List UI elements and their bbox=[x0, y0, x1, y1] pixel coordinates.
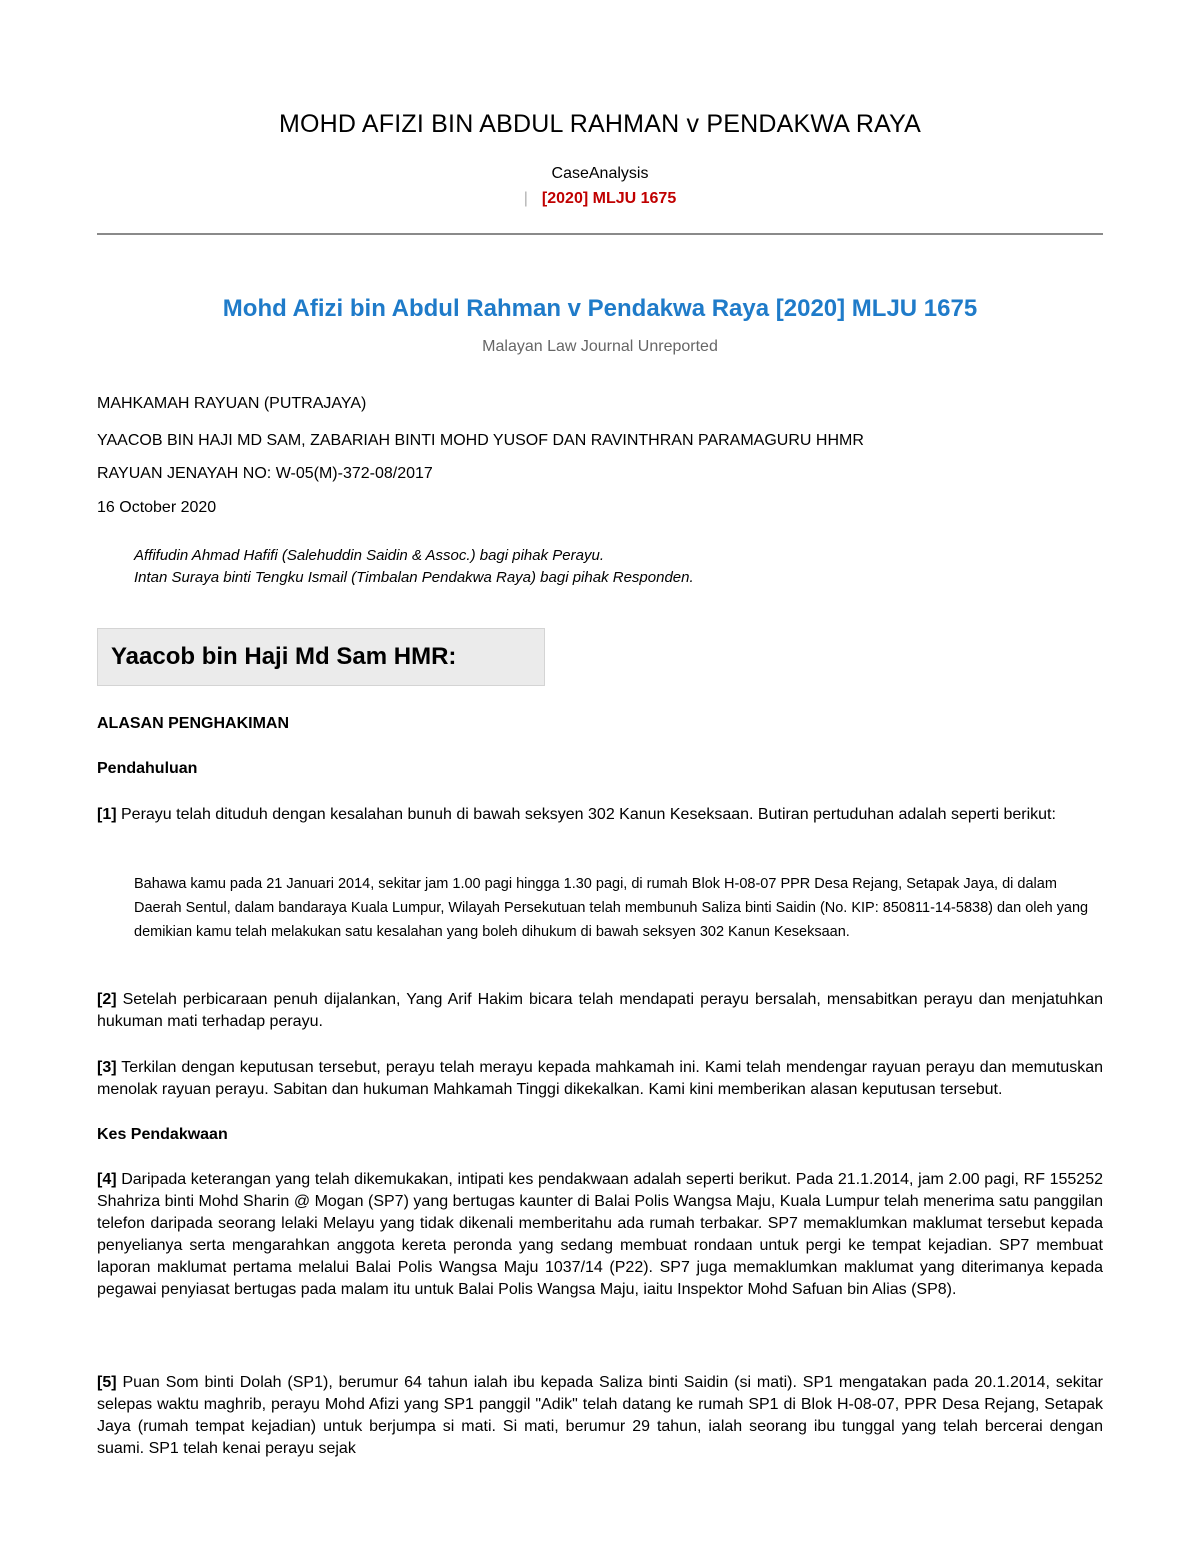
paragraph-number: [1] bbox=[97, 806, 117, 823]
paragraph-number: [5] bbox=[97, 1374, 117, 1391]
judges-list: YAACOB BIN HAJI MD SAM, ZABARIAH BINTI MOHD YUSOF DAN RAVINTHRAN PARAMAGURU HHMR bbox=[97, 432, 864, 449]
paragraph-text: Puan Som binti Dolah (SP1), berumur 64 tahun ialah ibu kepada Saliza binti Saidin (si mati). SP1 mengatakan pada 20.1.2014, sekitar selepas waktu maghrib, perayu Mohd Afizi yang SP1 panggil "Adik" telah datang ke rumah SP1 di Blok H-08-07, PPR Desa Rejang, Setapak Jaya (rumah tempat kejadian) untuk berjumpa si mati. Si mati, berumur 29 tahun, ialah seorang ibu tunggal yang telah bercerai dengan suami. SP1 telah kenai perayu sejak bbox=[97, 1374, 1103, 1457]
court-name: MAHKAMAH RAYUAN (PUTRAJAYA) bbox=[97, 395, 367, 412]
paragraph-4 bbox=[97, 1169, 1103, 1301]
paragraph-text: Setelah perbicaraan penuh dijalankan, Yang Arif Hakim bicara telah mendapati perayu bersalah, mensabitkan perayu dan menjatuhkan hukuman mati terhadap perayu. bbox=[97, 991, 1103, 1030]
journal-name: Malayan Law Journal Unreported bbox=[482, 338, 718, 355]
charge-quote: Bahawa kamu pada 21 Januari 2014, sekitar jam 1.00 pagi hingga 1.30 pagi, di rumah Blok H-08-07 PPR Desa Rejang, Setapak Jaya, di dalam Daerah Sentul, dalam bandaraya Kuala Lumpur, Wilayah Persekutuan telah membunuh Saliza binti Saidin (No. KIP: 850811-14-5838) dan oleh yang demikian kamu telah melakukan satu kesalahan yang boleh dihukum di bawah seksyen 302 Kanun Keseksaan. bbox=[134, 876, 1089, 940]
counsel-appellant: Affifudin Ahmad Hafifi (Salehuddin Saidin & Assoc.) bagi pihak Perayu. bbox=[134, 547, 604, 564]
counsel-block bbox=[134, 545, 694, 589]
paragraph-number: [4] bbox=[97, 1171, 117, 1188]
section-heading: ALASAN PENGHAKIMAN bbox=[97, 715, 289, 732]
citation-line bbox=[97, 190, 1103, 208]
intro-heading: Pendahuluan bbox=[97, 760, 198, 777]
paragraph-1 bbox=[97, 804, 1103, 826]
paragraph-number: [3] bbox=[97, 1059, 117, 1076]
case-analysis-label: CaseAnalysis bbox=[551, 165, 649, 182]
paragraph-text: Perayu telah dituduh dengan kesalahan bunuh di bawah seksyen 302 Kanun Keseksaan. Butiran pertuduhan adalah seperti berikut: bbox=[116, 806, 1056, 823]
paragraph-text: Daripada keterangan yang telah dikemukakan, intipati kes pendakwaan adalah seperti berikut. Pada 21.1.2014, jam 2.00 pagi, RF 155252 Shahriza binti Mohd Sharin @ Mogan (SP7) yang bertugas kaunter di Balai Polis Wangsa Maju, Kuala Lumpur telah menerima satu panggilan telefon daripada seorang lelaki Melayu yang tidak dikenali memberitahu ada rumah terbakar. SP7 memaklumkan maklumat tersebut kepada penyelianya serta mengarahkan anggota kereta peronda yang sedang membuat rondaan untuk pergi ke tempat kejadian. SP7 membuat laporan maklumat pertama melalui Balai Polis Wangsa Maju 1037/14 (P22). SP7 juga memaklumkan maklumat yang diterimanya kepada pegawai penyiasat bertugas pada malam itu untuk Balai Polis Wangsa Maju, iaitu Inspektor Mohd Safuan bin Alias (SP8). bbox=[97, 1171, 1103, 1298]
citation-separator: | bbox=[523, 190, 528, 207]
judge-heading: Yaacob bin Haji Md Sam HMR: bbox=[111, 643, 457, 670]
judgment-date: 16 October 2020 bbox=[97, 499, 217, 516]
document-title: MOHD AFIZI BIN ABDUL RAHMAN v PENDAKWA RAYA bbox=[278, 110, 922, 138]
citation-link[interactable]: [2020] MLJU 1675 bbox=[541, 190, 677, 207]
paragraph-text: Terkilan dengan keputusan tersebut, perayu telah merayu kepada mahkamah ini. Kami telah mendengar rayuan perayu dan memutuskan menolak rayuan perayu. Sabitan dan hukuman Mahkamah Tinggi dikekalkan. Kami kini memberikan alasan keputusan tersebut. bbox=[97, 1059, 1103, 1098]
header-divider bbox=[97, 233, 1103, 235]
paragraph-5 bbox=[97, 1372, 1103, 1460]
paragraph-3 bbox=[97, 1057, 1103, 1101]
paragraph-2 bbox=[97, 989, 1103, 1033]
paragraph-number: [2] bbox=[97, 991, 117, 1008]
prosecution-heading: Kes Pendakwaan bbox=[97, 1126, 228, 1143]
judge-heading-box bbox=[97, 628, 545, 686]
case-title: Mohd Afizi bin Abdul Rahman v Pendakwa Raya [2020] MLJU 1675 bbox=[222, 295, 978, 322]
counsel-respondent: Intan Suraya binti Tengku Ismail (Timbalan Pendakwa Raya) bagi pihak Responden. bbox=[134, 569, 694, 586]
appeal-number: RAYUAN JENAYAH NO: W-05(M)-372-08/2017 bbox=[97, 465, 433, 482]
